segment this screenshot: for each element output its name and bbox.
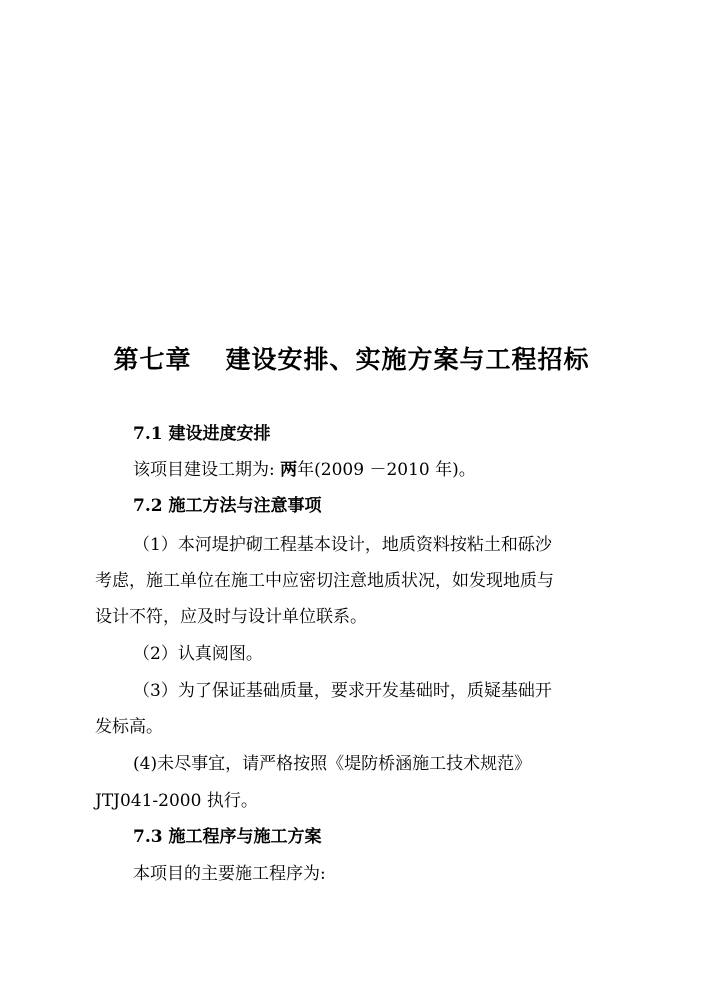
section-7-2-heading: 7.2 施工方法与注意事项 <box>133 496 322 516</box>
schedule-duration: 两 <box>280 460 298 480</box>
item-4-line-2: JTJ041-2000 执行。 <box>95 791 258 811</box>
item-2: （2）认真阅图。 <box>133 644 263 664</box>
item-3-line-2: 发标高。 <box>95 717 163 737</box>
section-7-3-heading: 7.3 施工程序与施工方案 <box>133 827 322 847</box>
item-4-line-1: (4)未尽事宜，请严格按照《堤防桥涵施工技术规范》 <box>133 754 532 774</box>
item-3-line-1: （3）为了保证基础质量，要求开发基础时，质疑基础开 <box>133 681 552 701</box>
section-7-1-heading: 7.1 建设进度安排 <box>133 424 271 444</box>
section-7-1-text <box>133 458 476 482</box>
item-1-line-3: 设计不符，应及时与设计单位联系。 <box>95 607 367 627</box>
chapter-name: 建设安排、实施方案与工程招标 <box>225 345 590 374</box>
schedule-prefix: 该项目建设工期为: <box>133 460 281 480</box>
item-1-line-1: （1）本河堤护砌工程基本设计，地质资料按粘土和砾沙 <box>133 535 552 555</box>
item-1-line-2: 考虑，施工单位在施工中应密切注意地质状况，如发现地质与 <box>95 571 554 591</box>
schedule-suffix: 年(2009 －2010 年)。 <box>297 460 476 480</box>
chapter-number: 第七章 <box>113 345 192 374</box>
section-7-3-text: 本项目的主要施工程序为: <box>133 864 326 884</box>
chapter-title <box>0 340 703 380</box>
